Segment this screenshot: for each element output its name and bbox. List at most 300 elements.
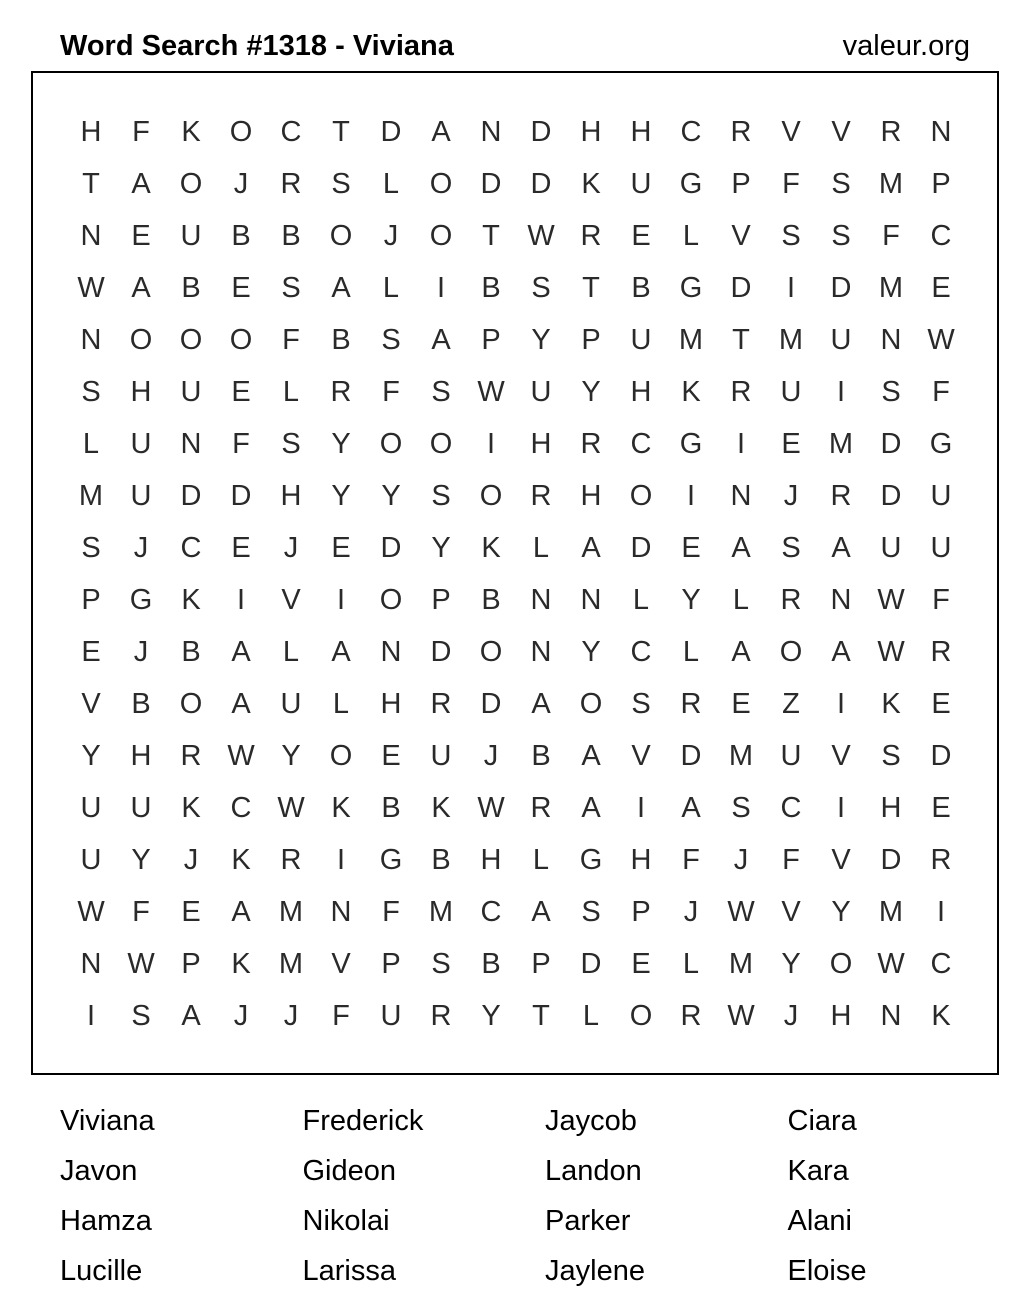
grid-letter: A	[831, 636, 851, 668]
grid-letter: O	[629, 480, 653, 512]
grid-letter: B	[631, 272, 651, 304]
grid-letter: H	[830, 1000, 852, 1032]
grid-letter: W	[477, 376, 505, 408]
grid-letter: U	[830, 324, 852, 356]
grid-letter: I	[836, 376, 846, 408]
grid-letter: A	[581, 740, 601, 772]
grid-letter: A	[231, 636, 251, 668]
grid-letter: Y	[581, 376, 601, 408]
grid-letter: R	[580, 220, 602, 252]
grid-letter: A	[231, 896, 251, 928]
grid-letter: I	[636, 792, 646, 824]
grid-letter: S	[831, 168, 851, 200]
grid-letter: V	[281, 584, 301, 616]
grid-letter: T	[582, 272, 600, 304]
grid-letter: S	[81, 532, 101, 564]
grid-letter: L	[532, 844, 550, 876]
grid-letter: H	[480, 844, 502, 876]
grid-letter: D	[680, 740, 702, 772]
word-list-item: Ciara	[787, 1105, 857, 1137]
grid-letter: H	[630, 376, 652, 408]
grid-letter: F	[382, 376, 400, 408]
grid-letter: R	[930, 636, 952, 668]
grid-letter: U	[280, 688, 302, 720]
grid-letter: E	[231, 376, 251, 408]
grid-letter: R	[330, 376, 352, 408]
grid-letter: O	[779, 636, 803, 668]
grid-letter: G	[379, 844, 403, 876]
grid-letter: W	[77, 896, 105, 928]
grid-letter: C	[230, 792, 252, 824]
grid-letter: B	[231, 220, 251, 252]
grid-letter: O	[429, 220, 453, 252]
grid-letter: B	[131, 688, 151, 720]
grid-letter: S	[81, 376, 101, 408]
grid-letter: C	[180, 532, 202, 564]
grid-letter: T	[532, 1000, 550, 1032]
grid-letter: V	[781, 116, 801, 148]
grid-letter: A	[131, 168, 151, 200]
grid-letter: I	[436, 272, 446, 304]
grid-letter: S	[331, 168, 351, 200]
grid-letter: D	[530, 116, 552, 148]
grid-letter: N	[80, 948, 102, 980]
grid-letter: V	[731, 220, 751, 252]
grid-letter: Y	[481, 1000, 501, 1032]
grid-letter: R	[930, 844, 952, 876]
grid-letter: A	[431, 324, 451, 356]
grid-letter: R	[180, 740, 202, 772]
grid-letter: K	[581, 168, 601, 200]
grid-letter: U	[930, 532, 952, 564]
grid-letter: I	[736, 428, 746, 460]
grid-letter: L	[332, 688, 350, 720]
grid-letter: D	[830, 272, 852, 304]
grid-letter: O	[629, 1000, 653, 1032]
grid-letter: P	[631, 896, 651, 928]
grid-letter: C	[930, 948, 952, 980]
grid-letter: D	[880, 480, 902, 512]
grid-letter: Y	[381, 480, 401, 512]
grid-letter: O	[429, 168, 453, 200]
grid-letter: M	[878, 168, 904, 200]
grid-letter: F	[882, 220, 900, 252]
grid-letter: S	[281, 428, 301, 460]
grid-letter: C	[480, 896, 502, 928]
grid-letter: C	[280, 116, 302, 148]
grid-letter: T	[732, 324, 750, 356]
grid-letter: M	[678, 324, 704, 356]
grid-letter: N	[530, 636, 552, 668]
grid-letter: A	[531, 896, 551, 928]
word-list-item: Landon	[545, 1155, 642, 1187]
grid-letter: O	[479, 480, 503, 512]
grid-letter: T	[482, 220, 500, 252]
grid-letter: S	[281, 272, 301, 304]
grid-letter: S	[781, 220, 801, 252]
grid-letter: R	[680, 1000, 702, 1032]
grid-letter: D	[430, 636, 452, 668]
grid-letter: E	[681, 532, 701, 564]
grid-letter: M	[78, 480, 104, 512]
grid-letter: V	[831, 116, 851, 148]
grid-letter: K	[231, 844, 251, 876]
grid-letter: U	[380, 1000, 402, 1032]
grid-letter: F	[682, 844, 700, 876]
grid-letter: T	[332, 116, 350, 148]
grid-letter: F	[332, 1000, 350, 1032]
grid-letter: E	[931, 272, 951, 304]
grid-letter: E	[231, 272, 251, 304]
grid-letter: K	[331, 792, 351, 824]
grid-letter: K	[181, 116, 201, 148]
grid-letter: C	[780, 792, 802, 824]
puzzle-title: Word Search #1318 - Viviana	[60, 30, 454, 62]
grid-letter: E	[731, 688, 751, 720]
grid-letter: W	[727, 896, 755, 928]
grid-letter: S	[731, 792, 751, 824]
grid-letter: Y	[831, 896, 851, 928]
grid-letter: B	[481, 272, 501, 304]
grid-letter: U	[130, 428, 152, 460]
grid-letter: A	[831, 532, 851, 564]
grid-letter: J	[783, 1000, 799, 1032]
grid-letter: A	[181, 1000, 201, 1032]
word-list-item: Javon	[60, 1155, 138, 1187]
grid-letter: B	[331, 324, 351, 356]
word-list-item: Alani	[787, 1205, 852, 1237]
grid-letter: R	[730, 376, 752, 408]
grid-letter: R	[280, 168, 302, 200]
grid-letter: W	[277, 792, 305, 824]
grid-letter: P	[481, 324, 501, 356]
grid-letter: D	[730, 272, 752, 304]
word-list-item: Jaycob	[545, 1105, 637, 1137]
grid-letter: F	[932, 376, 950, 408]
grid-letter: M	[878, 272, 904, 304]
grid-letter: J	[683, 896, 699, 928]
grid-letter: Y	[331, 428, 351, 460]
grid-letter: V	[631, 740, 651, 772]
grid-letter: W	[927, 324, 955, 356]
grid-letter: Y	[581, 636, 601, 668]
grid-letter: S	[531, 272, 551, 304]
grid-letter: L	[682, 220, 700, 252]
grid-letter: R	[680, 688, 702, 720]
grid-letter: D	[230, 480, 252, 512]
grid-letter: N	[80, 324, 102, 356]
grid-letter: E	[231, 532, 251, 564]
grid-letter: N	[880, 1000, 902, 1032]
grid-letter: I	[836, 688, 846, 720]
grid-letter: O	[379, 584, 403, 616]
grid-letter: E	[331, 532, 351, 564]
grid-letter: S	[431, 376, 451, 408]
grid-letter: D	[180, 480, 202, 512]
grid-letter: K	[881, 688, 901, 720]
grid-letter: P	[731, 168, 751, 200]
grid-letter: G	[579, 844, 603, 876]
grid-letter: D	[630, 532, 652, 564]
grid-letter: O	[179, 324, 203, 356]
grid-letter: B	[181, 636, 201, 668]
grid-letter: C	[680, 116, 702, 148]
grid-letter: U	[630, 324, 652, 356]
grid-letter: H	[130, 376, 152, 408]
grid-letter: V	[331, 948, 351, 980]
grid-letter: K	[481, 532, 501, 564]
grid-letter: B	[281, 220, 301, 252]
grid-letter: I	[836, 792, 846, 824]
word-list-item: Eloise	[787, 1255, 867, 1287]
grid-letter: C	[630, 428, 652, 460]
grid-letter: H	[80, 116, 102, 148]
grid-letter: A	[581, 792, 601, 824]
grid-letter: D	[380, 532, 402, 564]
grid-letter: A	[431, 116, 451, 148]
grid-letter: S	[781, 532, 801, 564]
grid-letter: I	[336, 584, 346, 616]
grid-letter: K	[181, 792, 201, 824]
grid-letter: F	[132, 116, 150, 148]
grid-letter: R	[280, 844, 302, 876]
grid-letter: L	[632, 584, 650, 616]
word-list-item: Jaylene	[545, 1255, 645, 1287]
grid-letter: F	[282, 324, 300, 356]
grid-letter: U	[930, 480, 952, 512]
grid-letter: D	[480, 168, 502, 200]
grid-letter: O	[229, 324, 253, 356]
grid-letter: W	[877, 948, 905, 980]
grid-letter: L	[282, 636, 300, 668]
grid-letter: D	[480, 688, 502, 720]
grid-letter: C	[930, 220, 952, 252]
grid-letter: V	[781, 896, 801, 928]
grid-letter: L	[682, 636, 700, 668]
grid-letter: F	[782, 168, 800, 200]
grid-letter: H	[280, 480, 302, 512]
grid-letter: O	[829, 948, 853, 980]
grid-letter: Y	[81, 740, 101, 772]
grid-letter: P	[531, 948, 551, 980]
grid-letter: B	[531, 740, 551, 772]
grid-letter: L	[582, 1000, 600, 1032]
grid-letter: E	[781, 428, 801, 460]
grid-letter: L	[282, 376, 300, 408]
grid-letter: B	[181, 272, 201, 304]
word-list-item: Nikolai	[302, 1205, 390, 1237]
word-list	[60, 1096, 1030, 1296]
grid-letter: J	[733, 844, 749, 876]
grid-letter: M	[728, 948, 754, 980]
grid-letter: F	[782, 844, 800, 876]
grid-letter: Y	[781, 948, 801, 980]
puzzle-grid-frame	[31, 71, 999, 1075]
grid-letter: J	[233, 168, 249, 200]
grid-letter: N	[530, 584, 552, 616]
grid-letter: Y	[431, 532, 451, 564]
grid-letter: H	[530, 428, 552, 460]
grid-letter: B	[481, 584, 501, 616]
grid-letter: L	[532, 532, 550, 564]
grid-letter: V	[831, 740, 851, 772]
grid-letter: H	[880, 792, 902, 824]
grid-letter: N	[480, 116, 502, 148]
grid-letter: L	[82, 428, 100, 460]
word-list-item: Lucille	[60, 1255, 143, 1287]
grid-letter: S	[381, 324, 401, 356]
grid-letter: U	[80, 844, 102, 876]
grid-letter: J	[283, 1000, 299, 1032]
grid-letter: M	[728, 740, 754, 772]
grid-letter: N	[80, 220, 102, 252]
grid-letter: Y	[681, 584, 701, 616]
grid-letter: I	[486, 428, 496, 460]
grid-letter: U	[630, 168, 652, 200]
word-list-item: Gideon	[302, 1155, 397, 1187]
grid-letter: O	[579, 688, 603, 720]
grid-letter: U	[180, 376, 202, 408]
grid-letter: J	[783, 480, 799, 512]
grid-letter: W	[877, 584, 905, 616]
grid-letter: A	[731, 532, 751, 564]
grid-letter: R	[580, 428, 602, 460]
grid-letter: F	[382, 896, 400, 928]
grid-letter: J	[183, 844, 199, 876]
grid-letter: N	[830, 584, 852, 616]
grid-letter: O	[129, 324, 153, 356]
grid-letter: W	[527, 220, 555, 252]
grid-letter: J	[233, 1000, 249, 1032]
grid-letter: P	[931, 168, 951, 200]
grid-letter: N	[930, 116, 952, 148]
grid-letter: V	[831, 844, 851, 876]
grid-letter: O	[329, 220, 353, 252]
grid-letter: B	[431, 844, 451, 876]
grid-letter: Z	[782, 688, 800, 720]
grid-letter: U	[780, 376, 802, 408]
word-list-item: Kara	[787, 1155, 849, 1187]
grid-letter: Y	[281, 740, 301, 772]
grid-letter: E	[631, 220, 651, 252]
grid-letter: I	[786, 272, 796, 304]
grid-letter: R	[880, 116, 902, 148]
grid-letter: R	[430, 1000, 452, 1032]
grid-letter: A	[681, 792, 701, 824]
grid-letter: E	[181, 896, 201, 928]
grid-letter: N	[330, 896, 352, 928]
grid-letter: M	[278, 948, 304, 980]
grid-letter: A	[131, 272, 151, 304]
grid-letter: R	[530, 792, 552, 824]
grid-letter: G	[929, 428, 953, 460]
word-list-item: Parker	[545, 1205, 631, 1237]
grid-letter: M	[428, 896, 454, 928]
grid-letter: I	[336, 844, 346, 876]
grid-letter: L	[682, 948, 700, 980]
grid-letter: O	[479, 636, 503, 668]
grid-letter: U	[180, 220, 202, 252]
grid-letter: K	[181, 584, 201, 616]
grid-letter: D	[380, 116, 402, 148]
grid-letter: N	[880, 324, 902, 356]
grid-letter: O	[429, 428, 453, 460]
grid-letter: I	[936, 896, 946, 928]
grid-letter: W	[127, 948, 155, 980]
grid-letter: Y	[331, 480, 351, 512]
grid-letter: E	[631, 948, 651, 980]
grid-letter: G	[679, 168, 703, 200]
grid-letter: B	[481, 948, 501, 980]
grid-letter: O	[179, 168, 203, 200]
grid-letter: H	[130, 740, 152, 772]
grid-letter: G	[679, 428, 703, 460]
grid-letter: Y	[531, 324, 551, 356]
grid-letter: P	[581, 324, 601, 356]
grid-letter: W	[477, 792, 505, 824]
grid-letter: D	[530, 168, 552, 200]
word-list-item: Larissa	[302, 1255, 396, 1287]
grid-letter: U	[880, 532, 902, 564]
grid-letter: C	[630, 636, 652, 668]
grid-letter: A	[731, 636, 751, 668]
grid-letter: K	[431, 792, 451, 824]
grid-letter: U	[130, 792, 152, 824]
grid-letter: K	[231, 948, 251, 980]
word-list-item: Hamza	[60, 1205, 152, 1237]
grid-letter: A	[331, 636, 351, 668]
grid-letter: E	[381, 740, 401, 772]
grid-letter: R	[830, 480, 852, 512]
word-list-item: Frederick	[302, 1105, 424, 1137]
grid-letter: D	[880, 428, 902, 460]
grid-letter: W	[877, 636, 905, 668]
letter-grid	[66, 106, 966, 1042]
grid-letter: U	[530, 376, 552, 408]
grid-letter: T	[82, 168, 100, 200]
grid-letter: L	[732, 584, 750, 616]
grid-letter: U	[780, 740, 802, 772]
grid-letter: O	[179, 688, 203, 720]
grid-letter: I	[236, 584, 246, 616]
grid-letter: M	[828, 428, 854, 460]
word-list-item: Viviana	[60, 1105, 155, 1137]
grid-letter: K	[931, 1000, 951, 1032]
grid-letter: N	[180, 428, 202, 460]
grid-letter: J	[383, 220, 399, 252]
grid-letter: P	[181, 948, 201, 980]
grid-letter: S	[581, 896, 601, 928]
grid-letter: J	[133, 532, 149, 564]
grid-letter: G	[679, 272, 703, 304]
grid-letter: P	[431, 584, 451, 616]
grid-letter: S	[831, 220, 851, 252]
grid-letter: H	[580, 480, 602, 512]
grid-letter: S	[131, 1000, 151, 1032]
grid-letter: E	[81, 636, 101, 668]
grid-letter: B	[381, 792, 401, 824]
grid-letter: A	[231, 688, 251, 720]
grid-letter: H	[580, 116, 602, 148]
grid-letter: R	[730, 116, 752, 148]
grid-letter: U	[430, 740, 452, 772]
grid-letter: H	[630, 844, 652, 876]
grid-letter: S	[431, 480, 451, 512]
grid-letter: A	[331, 272, 351, 304]
grid-letter: A	[531, 688, 551, 720]
grid-letter: H	[630, 116, 652, 148]
grid-letter: S	[881, 376, 901, 408]
